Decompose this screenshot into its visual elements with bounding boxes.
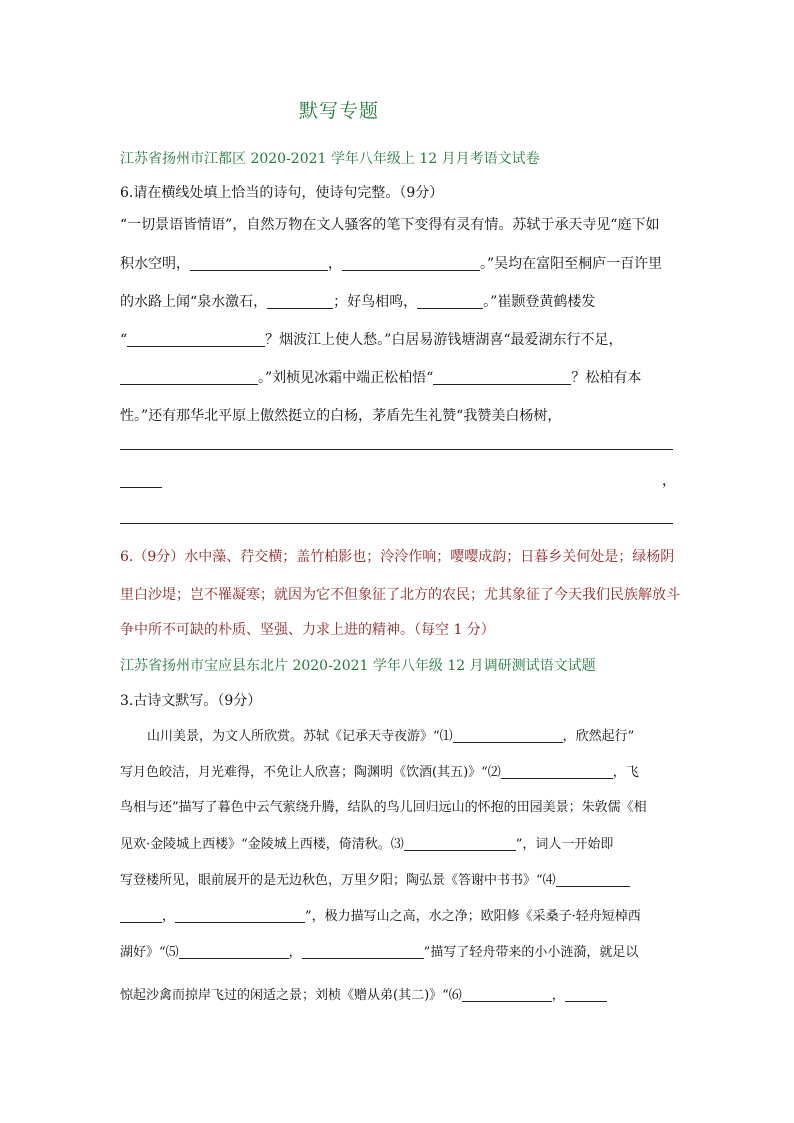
answer-blank[interactable]: [127, 333, 265, 347]
passage-text: ，欣然起行”: [562, 729, 635, 744]
answer-blank[interactable]: [120, 909, 162, 923]
passage2-line8: [120, 988, 607, 1002]
passage2-line6: [120, 909, 641, 923]
passage1-line8-comma: ，: [662, 473, 676, 489]
answer-blank[interactable]: [342, 257, 480, 271]
passage-text: 见欢·金陵城上西楼》“金陵城上西楼，倚清秋。⑶: [120, 837, 404, 852]
section1-source: 江苏省扬州市江都区 2020-2021 学年八年级上 12 月月考语文试卷: [120, 151, 540, 167]
answer-blank[interactable]: [417, 295, 483, 309]
answer-blank[interactable]: [175, 909, 305, 923]
answer-line[interactable]: [120, 487, 162, 488]
passage-text: “: [120, 332, 128, 348]
passage-text: 。”刘桢见冰霜中端正松柏悟“: [258, 370, 434, 386]
answer-line[interactable]: [120, 523, 673, 524]
passage1-line1: [120, 218, 659, 232]
answer-blank[interactable]: [501, 765, 613, 779]
passage-text: 山川美景，为文人所欣赏。苏轼《记承天寺夜游》“⑴: [147, 729, 453, 744]
passage-text: ，: [551, 988, 565, 1003]
passage-text: ”描写了轻舟带来的小小涟漪，就足以: [423, 945, 639, 960]
passage1-line3: [120, 295, 595, 309]
answer-blank[interactable]: [433, 371, 571, 385]
passage-text: 。”吴均在富阳至桐庐一百许里: [480, 256, 663, 272]
passage-text: 。”崔颢登黄鹤楼发: [483, 294, 596, 310]
passage2-line2: [120, 765, 639, 779]
answer-key-line2: 里白沙堤；岂不罹凝寒；就因为它不但象征了北方的农民；尤其象征了今天我们民族解放斗: [120, 587, 680, 603]
passage-text: 性。”还有那华北平原上傲然挺立的白杨，茅盾先生礼赞“我赞美白杨树，: [120, 408, 562, 424]
passage2-line7: [120, 945, 638, 959]
answer-line[interactable]: [120, 449, 673, 450]
passage-text: 的水路上闻“泉水激石，: [120, 294, 268, 310]
passage-text: ”，词人一开始即: [515, 837, 614, 852]
answer-blank[interactable]: [179, 945, 289, 959]
passage-text: 惊起沙禽而掠岸飞过的闲适之景；刘桢《赠从弟(其二)》“⑹: [120, 988, 462, 1003]
passage-text: ，飞: [612, 765, 639, 780]
section2-source: 江苏省扬州市宝应县东北片 2020-2021 学年八年级 12 月调研测试语文试题: [120, 658, 596, 674]
passage-text: ？烟波江上使人愁。”白居易游钱塘湖喜“最爱湖东行不足，: [265, 332, 623, 348]
passage2-line5: [120, 873, 630, 887]
passage-text: 湖好》“⑸: [120, 945, 179, 960]
passage-text: “一切景语皆情语”，自然万物在文人骚客的笔下变得有灵有情。苏轼于承天寺见“庭下如: [120, 217, 660, 233]
answer-blank[interactable]: [565, 988, 607, 1002]
passage1-line6: [120, 409, 561, 423]
passage2-line4: [120, 837, 613, 851]
passage-text: ，: [288, 945, 302, 960]
answer-blank[interactable]: [267, 295, 333, 309]
page-title: 默写专题: [299, 100, 380, 122]
answer-blank[interactable]: [302, 945, 424, 959]
passage-text: ；好鸟相鸣，: [333, 294, 418, 310]
answer-blank[interactable]: [120, 371, 258, 385]
section2-question: 3.古诗文默写。（9分）: [120, 693, 262, 709]
passage-text: 积水空明，: [120, 256, 190, 272]
passage-text: ，: [162, 909, 176, 924]
passage2-line1: [147, 729, 634, 743]
answer-blank[interactable]: [556, 873, 630, 887]
passage-text: ？松柏有本: [571, 370, 642, 386]
passage1-line2: [120, 257, 662, 271]
answer-blank[interactable]: [453, 729, 563, 743]
passage2-line3: [120, 801, 647, 814]
answer-blank[interactable]: [190, 257, 328, 271]
answer-key-line1: 6.（9分）水中藻、荇交横；盖竹柏影也；泠泠作响；嘤嘤成韵；日暮乡关何处是；绿杨阴: [120, 549, 675, 565]
passage-text: ”，极力描写山之高，水之净；欧阳修《采桑子·轻舟短棹西: [305, 909, 641, 924]
passage-text: ，: [328, 256, 342, 272]
passage1-line5: [120, 371, 641, 385]
answer-blank[interactable]: [404, 837, 516, 851]
passage-text: 鸟相与还”描写了暮色中云气萦绕升腾，结队的鸟儿回归远山的怀抱的田园美景；朱敦儒《相: [120, 800, 647, 815]
passage-text: 写登楼所见，眼前展开的是无边秋色，万里夕阳；陶弘景《答谢中书书》“⑷: [120, 873, 556, 888]
answer-blank[interactable]: [462, 988, 552, 1002]
section1-question: 6.请在横线处填上恰当的诗句，使诗句完整。（9分）: [120, 185, 444, 201]
answer-key-line3: 争中所不可缺的朴质、坚强、力求上进的精神。（每空 1 分）: [120, 622, 495, 638]
passage-text: 写月色皎洁，月光难得，不免让人欣喜；陶渊明《饮酒(其五)》“⑵: [120, 765, 501, 780]
passage1-line4: [120, 333, 623, 347]
